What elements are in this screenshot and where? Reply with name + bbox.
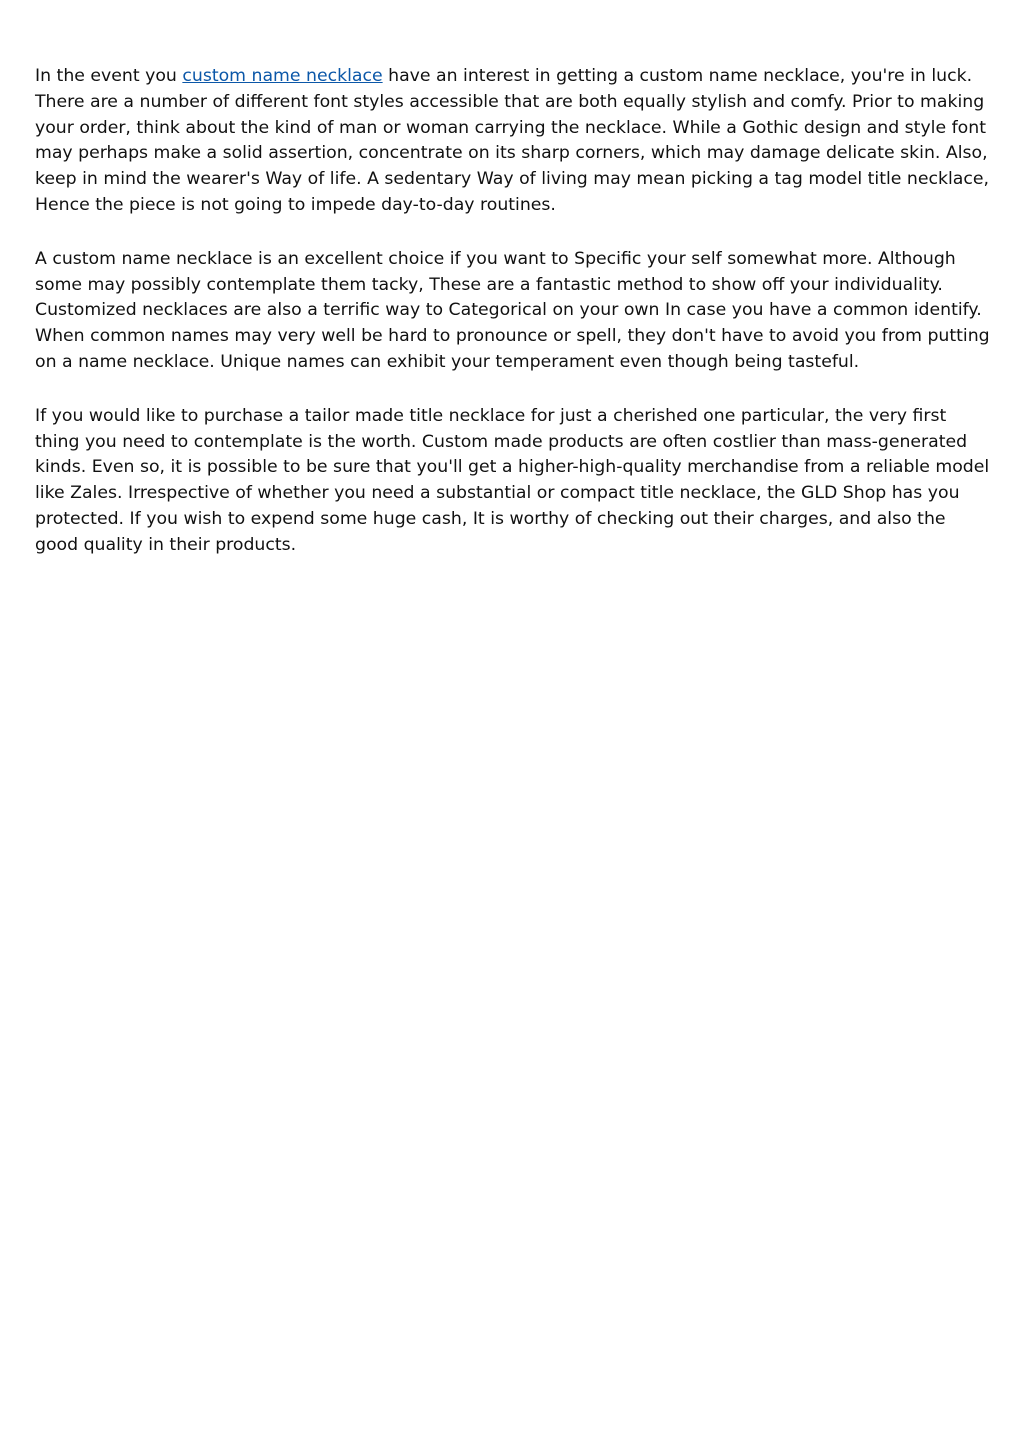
document-body xyxy=(35,64,993,587)
paragraph-1-rest: have an interest in getting a custom name necklace, you're in luck. There are a number of different font styles accessible that are both equally stylish and comfy. Prior to making your order, think about the kind of man or woman carrying the necklace. While a Gothic design and style font may perhaps make a solid assertion, concentrate on its sharp corners, which may damage delicate skin. Also, keep in mind the wearer's Way of life. A sedentary Way of living may mean picking a tag model title necklace, Hence the piece is not going to impede day-to-day routines. xyxy=(35,66,990,215)
paragraph-2: A custom name necklace is an excellent choice if you want to Specific your self somewhat more. Although some may possibly contemplate them tacky, These are a fantastic method to show off your individuality. Customized necklaces are also a terrific way to Categorical on your own In case you have a common identify. When common names may very well be hard to pronounce or spell, they don't have to avoid you from putting on a name necklace. Unique names can exhibit your temperament even though being tasteful. xyxy=(35,248,990,372)
paragraph-1-intro: In the event you xyxy=(35,66,183,86)
paragraph-3: If you would like to purchase a tailor made title necklace for just a cherished one particular, the very first thing you need to contemplate is the worth. Custom made products are often costlier than mass-generated kinds. Even so, it is possible to be sure that you'll get a higher-high-quality merchandise from a reliable model like Zales. Irrespective of whether you need a substantial or compact title necklace, the GLD Shop has you protected. If you wish to expend some huge cash, It is worthy of checking out their charges, and also the good quality in their products. xyxy=(35,405,990,555)
paragraph-1 xyxy=(35,64,993,219)
custom-name-necklace-link[interactable]: custom name necklace xyxy=(182,66,383,86)
